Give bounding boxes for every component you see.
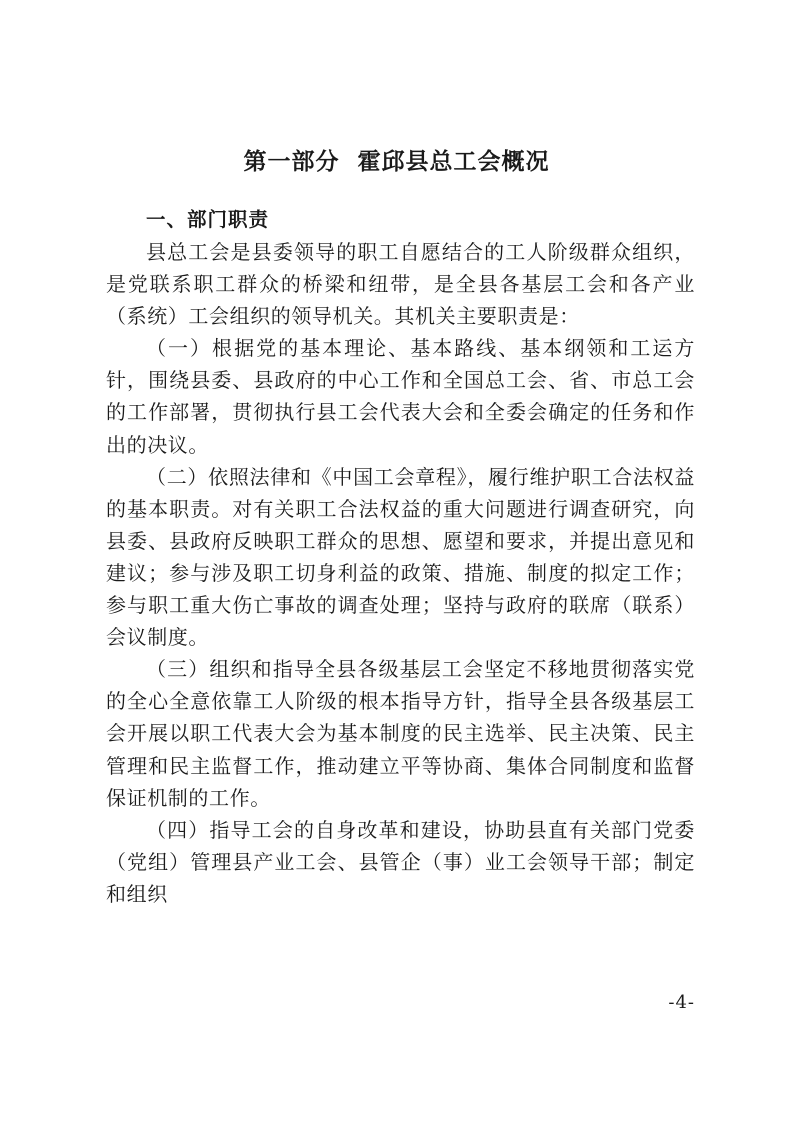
paragraph-duty-3: （三）组织和指导全县各级基层工会坚定不移地贯彻落实党的全心全意依靠工人阶级的根本指导方针，指导全县各级基层工会开展以职工代表大会为基本制度的民主选举、民主决策、民主管理和民主监督工作，推动建立平等协商、集体合同制度和监督保证机制的工作。 (106, 657, 695, 810)
page-number: -4- (668, 992, 695, 1013)
paragraph-duty-4: （四）指导工会的自身改革和建设，协助县直有关部门党委（党组）管理县产业工会、县管企（事）业工会领导干部；制定和组织 (106, 817, 695, 906)
paragraph-duty-1: （一）根据党的基本理论、基本路线、基本纲领和工运方针，围绕县委、县政府的中心工作和全国总工会、省、市总工会的工作部署，贯彻执行县工会代表大会和全委会确定的任务和作出的决议。 (106, 336, 695, 457)
page-title: 第一部分 霍邱县总工会概况 (243, 149, 550, 175)
body-text (106, 236, 695, 910)
paragraph-duty-2: （二）依照法律和《中国工会章程》，履行维护职工合法权益的基本职责。对有关职工合法权益的重大问题进行调查研究，向县委、县政府反映职工群众的思想、愿望和要求，并提出意见和建议；参与涉及职工切身利益的政策、措施、制度的拟定工作；参与职工重大伤亡事故的调查处理；坚持与政府的联席（联系）会议制度。 (106, 464, 695, 650)
paragraph-intro: 县总工会是县委领导的职工自愿结合的工人阶级群众组织，是党联系职工群众的桥梁和纽带，是全县各基层工会和各产业（系统）工会组织的领导机关。其机关主要职责是： (106, 240, 695, 329)
section-heading-department-duties: 一、部门职责 (146, 208, 270, 231)
